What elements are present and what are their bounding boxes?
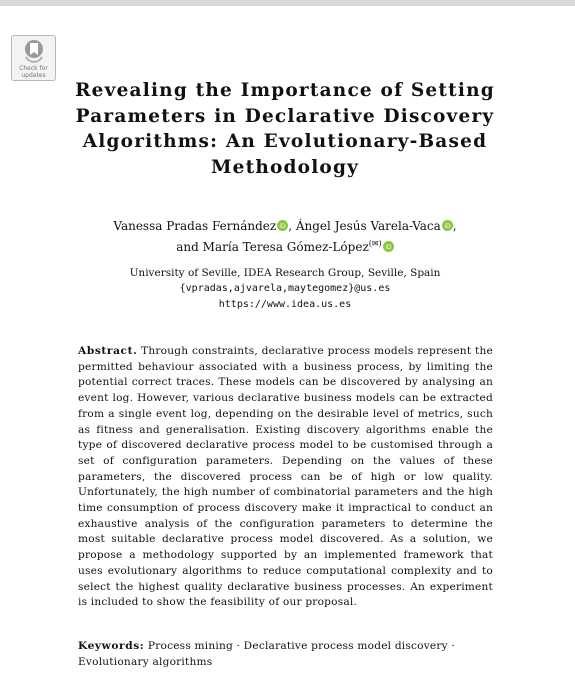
keywords-label: Keywords:: [78, 640, 145, 652]
author-separator: ,: [288, 219, 296, 233]
abstract-label: Abstract.: [78, 345, 138, 357]
badge-line2: updates: [21, 72, 46, 79]
bookmark-icon: [23, 39, 45, 65]
paper-title: Revealing the Importance of Setting Parameters in Declarative Discovery Algorithms: An Evolutionary-Based Methodology: [75, 80, 495, 178]
author-emails[interactable]: {vpradas,ajvarela,maytegomez}@us.es: [179, 283, 391, 294]
orcid-icon[interactable]: [277, 220, 288, 231]
svg-text:iD: iD: [279, 223, 286, 230]
author-conjunction: and: [176, 240, 203, 254]
abstract: [78, 344, 493, 611]
top-bar: [0, 0, 575, 6]
institution: University of Seville, IDEA Research Group, Seville, Spain: [129, 267, 441, 279]
svg-text:iD: iD: [385, 244, 392, 251]
author-name: Vanessa Pradas Fernández: [113, 219, 277, 233]
badge-line1: Check for: [19, 65, 48, 72]
check-for-updates-badge[interactable]: [11, 35, 56, 81]
keywords: [78, 639, 493, 670]
orcid-icon[interactable]: [383, 241, 394, 252]
author-separator: ,: [452, 219, 457, 233]
author-name: María Teresa Gómez-López: [202, 240, 369, 254]
keywords-text: Process mining · Declarative process model discovery · Evolutionary algorithms: [78, 640, 455, 668]
abstract-text: Through constraints, declarative process models represent the permitted behaviour associated with a business process, by limiting the potential correct traces. These models can be discovered by analysing an event log. However, various declarative business models can be extracted from a single event log, depending on the desirable level of metrics, such as fitness and generalisation. Existing discovery algorithms enable the type of discovered declarative process model to be customised through a set of configuration parameters. Depending on the values of these parameters, the discovered process can be of high or low quality. Unfortunately, the high number of combinatorial parameters and the high time consumption of process discovery make it impractical to conduct an exhaustive analysis of the configuration parameters to determine the most suitable declarative process model discovered. As a solution, we propose a methodology supported by an implemented framework that uses evolutionary algorithms to reduce computational complexity and to select the highest quality declarative business processes. An experiment is included to show the feasibility of our proposal.: [78, 345, 493, 609]
affiliation: [60, 265, 510, 313]
svg-text:iD: iD: [444, 223, 451, 230]
envelope-icon: (✉): [368, 239, 382, 248]
author-list: [60, 217, 510, 256]
author-name: Ángel Jesús Varela-Vaca: [295, 219, 441, 233]
orcid-icon[interactable]: [442, 220, 453, 231]
group-url[interactable]: https://www.idea.us.es: [218, 299, 352, 310]
